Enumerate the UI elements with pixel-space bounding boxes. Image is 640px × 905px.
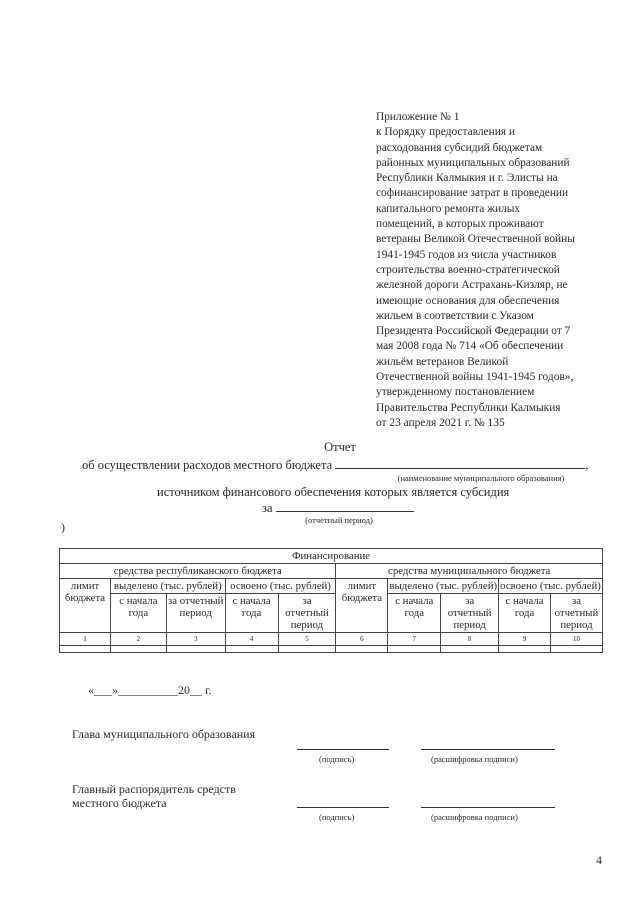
- column-number: 10: [550, 633, 602, 646]
- header-for-period: за отчетный период: [278, 594, 336, 633]
- data-cell[interactable]: [166, 646, 225, 653]
- appendix-line: мая 2008 года № 714 «Об обеспечении: [376, 340, 564, 353]
- header-spent-municipal: освоено (тыс. рублей): [500, 580, 601, 592]
- header-from-start: с начала года: [110, 594, 166, 633]
- appendix-header: [376, 110, 616, 431]
- appendix-line: Приложение № 1: [376, 111, 460, 123]
- data-cell[interactable]: [278, 646, 336, 653]
- municipality-blank[interactable]: [335, 457, 585, 469]
- page-number: 4: [596, 853, 602, 867]
- data-cell[interactable]: [336, 646, 388, 653]
- appendix-line: помещений, в которых проживают: [376, 218, 544, 231]
- period-prefix: за: [262, 501, 273, 515]
- data-cell[interactable]: [60, 646, 111, 653]
- column-number: 5: [278, 633, 336, 646]
- appendix-line: утвержденному постановлением: [376, 386, 535, 399]
- header-limit-republic: лимит бюджета: [60, 579, 111, 633]
- header-municipal-funds: средства муниципального бюджета: [336, 564, 603, 579]
- column-number: 8: [441, 633, 499, 646]
- header-spent-republic: освоено (тыс. рублей): [225, 579, 336, 594]
- column-number: 9: [499, 633, 551, 646]
- subtitle-text: об осуществлении расходов местного бюджета: [82, 458, 333, 472]
- data-cell[interactable]: [441, 646, 499, 653]
- appendix-line: жильём ветеранов Великой: [376, 355, 509, 368]
- appendix-line: от 23 апреля 2021 г. № 135: [376, 416, 505, 429]
- appendix-line: софинансирование затрат в проведении: [376, 187, 569, 200]
- appendix-line: строительства военно-стратегической: [376, 263, 560, 276]
- appendix-line: капитального ремонта жилых: [376, 202, 521, 215]
- header-limit-municipal: лимит бюджета: [336, 579, 388, 633]
- appendix-line: Республики Калмыкия и г. Элисты на: [376, 172, 558, 185]
- header-from-start: с начала года: [499, 594, 551, 633]
- decode-hint: (расшифровка подписи): [431, 812, 518, 822]
- period-line: [262, 500, 414, 516]
- appendix-line: к Порядку предоставления и: [376, 126, 515, 139]
- head-decode-line[interactable]: [421, 749, 555, 750]
- appendix-line: Отечественной войны 1941-1945 годов»,: [376, 371, 574, 384]
- header-financing: Финансирование: [60, 549, 603, 564]
- column-number: 7: [388, 633, 441, 646]
- appendix-line: 1941-1945 годов из числа участников: [376, 248, 557, 261]
- period-blank[interactable]: [276, 500, 414, 512]
- head-label: Глава муниципального образования: [72, 727, 256, 741]
- column-number: 2: [110, 633, 166, 646]
- stray-parenthesis: ): [61, 520, 65, 534]
- source-line: источником финансового обеспечения которых является субсидия: [157, 485, 510, 499]
- appendix-line: ветераны Великой Отечественной войны: [376, 233, 575, 246]
- distributor-signature-line[interactable]: [297, 807, 389, 808]
- header-for-period: за отчетный период: [166, 594, 225, 633]
- distributor-label-1: Главный распорядитель средств: [72, 782, 236, 796]
- data-cell[interactable]: [499, 646, 551, 653]
- decode-hint: (расшифровка подписи): [431, 754, 518, 764]
- report-title: Отчет: [324, 440, 356, 454]
- data-cell[interactable]: [550, 646, 602, 653]
- subtitle-comma: ,: [585, 458, 589, 472]
- column-number: 3: [166, 633, 225, 646]
- appendix-line: расходования субсидий бюджетам: [376, 141, 543, 154]
- distributor-label-2: местного бюджета: [72, 796, 167, 810]
- date-line: «___»__________20__ г.: [88, 683, 212, 697]
- period-hint: (отчетный период): [305, 515, 373, 525]
- column-number: 4: [225, 633, 278, 646]
- data-cell[interactable]: [110, 646, 166, 653]
- appendix-line: жильем в соответствии с Указом: [376, 309, 534, 322]
- sign-hint: (подпись): [319, 812, 355, 822]
- header-from-start: с начала года: [225, 594, 278, 633]
- appendix-line: Президента Российской Федерации от 7: [376, 325, 571, 338]
- report-subtitle: [82, 457, 588, 473]
- data-cell[interactable]: [225, 646, 278, 653]
- column-number: 1: [60, 633, 111, 646]
- sign-hint: (подпись): [319, 754, 355, 764]
- municipality-hint: (наименование муниципального образования): [397, 473, 565, 483]
- header-allocated-municipal: выделено (тыс. рублей): [389, 580, 498, 592]
- data-cell[interactable]: [388, 646, 441, 653]
- header-republic-funds: средства республиканского бюджета: [60, 564, 336, 579]
- header-for-period: за отчетный период: [550, 594, 602, 633]
- header-from-start: с начала года: [388, 594, 441, 633]
- appendix-line: железной дороги Астрахань-Кизляр, не: [376, 279, 568, 292]
- appendix-line: имеющие основания для обеспечения: [376, 294, 560, 307]
- table-row: [60, 646, 603, 653]
- appendix-line: Правительства Республики Калмыкия: [376, 401, 561, 414]
- column-number: 6: [336, 633, 388, 646]
- financing-table: [59, 548, 603, 653]
- head-signature-line[interactable]: [297, 749, 389, 750]
- appendix-line: районных муниципальных образований: [376, 156, 570, 169]
- distributor-decode-line[interactable]: [421, 807, 555, 808]
- header-allocated-republic: выделено (тыс. рублей): [110, 579, 225, 594]
- header-for-period: за отчетный период: [441, 594, 499, 633]
